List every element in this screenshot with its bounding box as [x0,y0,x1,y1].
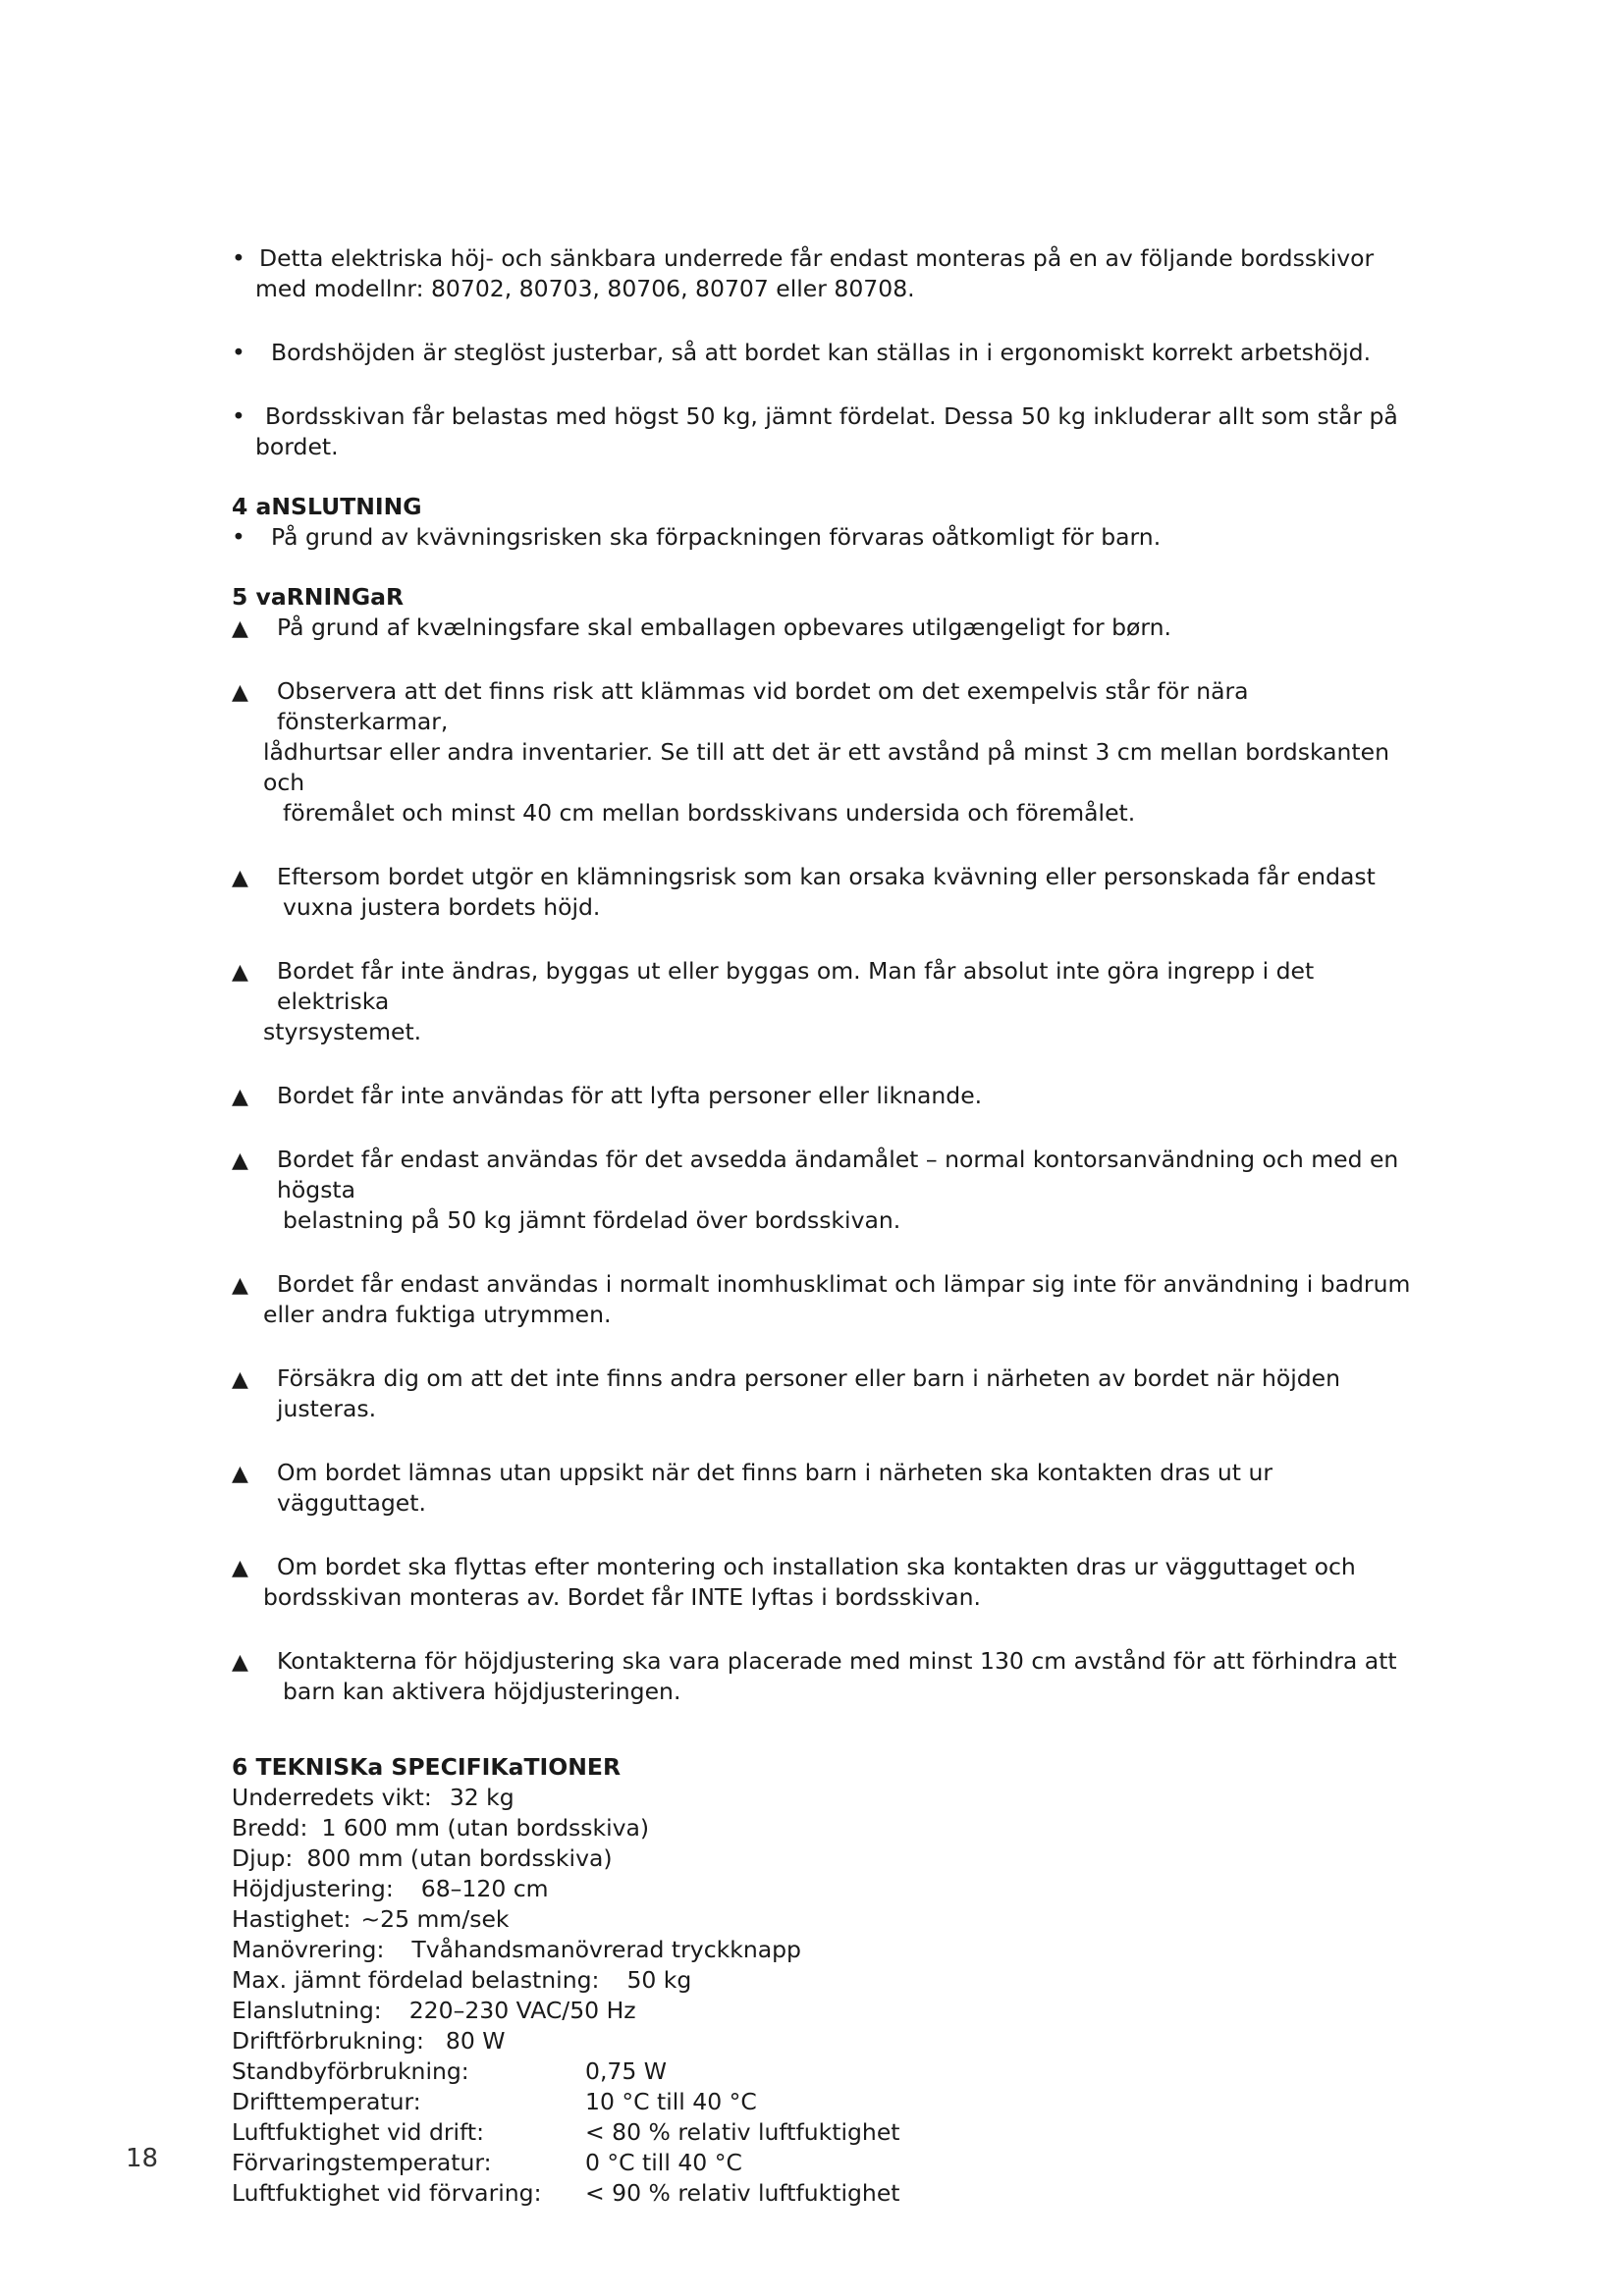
bullet-line: med modellnr: 80702, 80703, 80706, 80707 eller 80708. [255,275,915,302]
warning-item [232,1646,1420,1707]
bullet-mark: • [232,244,245,272]
spec-value: 80 W [445,2027,506,2055]
warning-triangle-icon: ▲ [232,1273,248,1298]
bullet-mark: • [232,402,245,430]
warning-item [232,1552,1420,1613]
bullet-line: På grund av kvävningsrisken ska förpackningen förvaras oåtkomligt för barn. [271,523,1162,551]
spec-label: Luftfuktighet vid drift: [232,2118,485,2146]
bullet-line: Detta elektriska höj- och sänkbara underrede får endast monteras på en av följande bordsskivor [259,244,1375,272]
warning-line: belastning på 50 kg jämnt fördelad över bordsskivan. [283,1206,901,1234]
warning-line: lådhurtsar eller andra inventarier. Se till att det är ett avstånd på minst 3 cm mellan bordskanten och [263,738,1390,796]
warning-line: På grund af kvælningsfare skal emballagen opbevares utilgængeligt for børn. [277,614,1172,641]
spec-value: 50 kg [626,1966,692,1994]
spec-value: < 90 % relativ luftfuktighet [585,2179,900,2207]
spec-value: 0 °C till 40 °C [585,2149,742,2176]
spec-label: Driftförbrukning: [232,2027,424,2055]
warning-triangle-icon: ▲ [232,680,248,705]
spec-value: 0,75 W [585,2057,668,2085]
spec-value: < 80 % relativ luftfuktighet [585,2118,900,2146]
spec-label: Elanslutning: [232,1997,382,2024]
bullet-line: Bordsskivan får belastas med högst 50 kg, jämnt fördelat. Dessa 50 kg inkluderar allt som står på [265,402,1398,430]
warning-line: Försäkra dig om att det inte finns andra personer eller barn i närheten av bordet när höjden justeras. [277,1364,1341,1422]
warning-line: Bordet får endast användas i normalt inomhusklimat och lämpar sig inte för användning i badrum [277,1270,1411,1298]
spec-row [232,1904,1420,1935]
warning-line: barn kan aktivera höjdjusteringen. [283,1678,681,1705]
spec-row [232,2056,1420,2087]
warning-triangle-icon: ▲ [232,866,248,890]
spec-row [232,2087,1420,2117]
warning-line: eller andra fuktiga utrymmen. [263,1301,612,1328]
spec-label: Luftfuktighet vid förvaring: [232,2179,542,2207]
intro-bullet-1 [232,243,1420,304]
warning-item [232,1145,1420,1236]
spec-label: Underredets vikt: [232,1784,432,1811]
spec-value: Tvåhandsmanövrerad tryckknapp [411,1936,801,1963]
bullet-line: Bordshöjden är steglöst justerbar, så att bordet kan ställas in i ergonomiskt korrekt arbetshöjd. [271,339,1372,366]
warning-line: Om bordet lämnas utan uppsikt när det finns barn i närheten ska kontakten dras ut ur vägguttaget. [277,1459,1273,1517]
spec-row [232,1874,1420,1904]
bullet-mark: • [232,339,245,366]
warning-triangle-icon: ▲ [232,1148,248,1173]
warning-line: Om bordet ska flyttas efter montering och installation ska kontakten dras ur vägguttaget och [277,1553,1356,1580]
warning-item [232,1363,1420,1424]
warning-triangle-icon: ▲ [232,1650,248,1675]
warning-line: Kontakterna för höjdjustering ska vara placerade med minst 130 cm avstånd för att förhindra att [277,1647,1397,1675]
warning-triangle-icon: ▲ [232,1085,248,1109]
warning-item [232,1081,1420,1111]
spec-label: Max. jämnt fördelad belastning: [232,1966,600,1994]
spec-value: 220–230 VAC/50 Hz [408,1997,636,2024]
section-4-heading: 4 aNSLUTNING [232,493,422,520]
section-4-bullet [232,522,1420,553]
spec-value: 10 °C till 40 °C [585,2088,757,2115]
spec-value: 68–120 cm [420,1875,549,1902]
warning-item [232,613,1420,643]
warning-item [232,1269,1420,1330]
warning-item [232,1458,1420,1519]
warning-line: Bordet får inte användas för att lyfta personer eller liknande. [277,1082,983,1109]
spec-row [232,1813,1420,1843]
spec-row [232,1935,1420,1965]
warning-item [232,676,1420,828]
warning-item [232,862,1420,923]
warning-line: vuxna justera bordets höjd. [283,893,601,921]
warning-line: Eftersom bordet utgör en klämningsrisk som kan orsaka kvävning eller personskada får endast [277,863,1376,890]
warning-triangle-icon: ▲ [232,1556,248,1580]
spec-row [232,2178,1420,2209]
spec-row [232,1843,1420,1874]
spec-label: Manövrering: [232,1936,385,1963]
warning-line: styrsystemet. [263,1018,422,1045]
spec-row [232,2148,1420,2178]
warning-triangle-icon: ▲ [232,1367,248,1392]
warning-triangle-icon: ▲ [232,1462,248,1486]
intro-bullet-3 [232,401,1420,462]
warning-line: Bordet får endast användas för det avsedda ändamålet – normal kontorsanvändning och med en högsta [277,1146,1399,1203]
warning-item [232,956,1420,1047]
spec-row [232,1965,1420,1996]
spec-value: 800 mm (utan bordsskiva) [306,1844,613,1872]
spec-label: Höjdjustering: [232,1875,394,1902]
spec-row [232,2026,1420,2056]
spec-row [232,1996,1420,2026]
bullet-mark: • [232,523,245,551]
warning-triangle-icon: ▲ [232,616,248,641]
warning-line: föremålet och minst 40 cm mellan bordsskivans undersida och föremålet. [283,799,1136,827]
spec-label: Hastighet: [232,1905,352,1933]
spec-row [232,1783,1420,1813]
spec-row [232,2117,1420,2148]
section-5-heading: 5 vaRNINGaR [232,583,405,611]
warning-line: Bordet får inte ändras, byggas ut eller byggas om. Man får absolut inte göra ingrepp i det elektriska [277,957,1315,1015]
intro-bullet-2 [232,338,1420,368]
spec-value: 1 600 mm (utan bordsskiva) [321,1814,650,1842]
warning-line: bordsskivan monteras av. Bordet får INTE lyftas i bordsskivan. [263,1583,981,1611]
bullet-line: bordet. [255,433,339,460]
spec-label: Bredd: [232,1814,308,1842]
spec-label: Förvaringstemperatur: [232,2149,492,2176]
spec-value: ~25 mm/sek [360,1905,510,1933]
page-number: 18 [126,2144,159,2173]
spec-label: Standbyförbrukning: [232,2057,469,2085]
warning-triangle-icon: ▲ [232,960,248,985]
spec-label: Drifttemperatur: [232,2088,421,2115]
warning-line: Observera att det finns risk att klämmas vid bordet om det exempelvis står för nära fönsterkarmar, [277,677,1249,735]
spec-list [232,1783,1420,2209]
section-6-heading: 6 TEKNISKa SPECIFIKaTIONER [232,1753,622,1781]
page-content [232,243,1420,2209]
spec-value: 32 kg [449,1784,514,1811]
spec-label: Djup: [232,1844,294,1872]
